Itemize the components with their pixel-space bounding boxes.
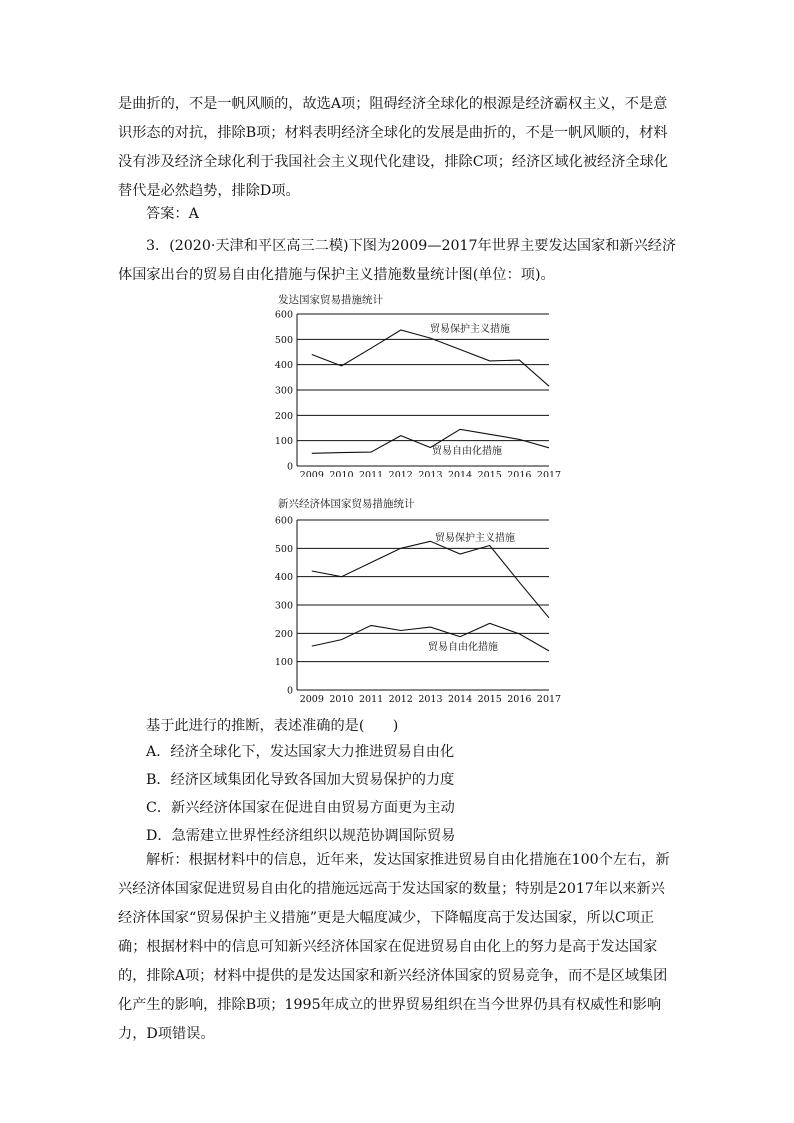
y-tick-label: 0 [286,461,293,473]
series-label: 贸易保护主义措施 [435,533,515,544]
x-tick-label: 2011 [359,470,384,477]
y-tick-label: 300 [274,600,293,612]
series-label: 贸易保护主义措施 [430,324,510,335]
series-label: 贸易自由化措施 [428,642,498,653]
y-tick-label: 600 [274,309,293,321]
y-tick-label: 100 [274,436,293,448]
x-tick-label: 2014 [447,470,473,477]
x-tick-label: 2015 [477,470,502,477]
option-d[interactable]: D．急需建立世界性经济组织以规范协调国际贸易 [146,828,456,844]
x-tick-label: 2012 [388,694,413,705]
x-tick-label: 2014 [447,694,473,705]
chart-title: 发达国家贸易措施统计 [278,294,383,306]
chart-developed-svg [270,292,570,477]
explanation: 解析：根据材料中的信息，近年来，发达国家推进贸易自由化措施在100个左右，新兴经济体国家促进贸易自由化的措施远远高于发达国家的数量；特别是2017年以来新兴经济体国家“贸易保护主义措施”更是大幅度减少，下降幅度高于发达国家，所以C项正确；根据材料中的信息可知新兴经济体国家在促进贸易自由化上的努力是高于发达国家的，排除A项；材料中提供的是发达国家和新兴经济体国家的贸易竞争，而不是区域集团化产生的影响，排除B项；1995年成立的世界贸易组织在当今世界仍具有权威性和影响力，D项错误。 [118,852,670,1042]
option-b[interactable]: B．经济区域集团化导致各国加大贸易保护的力度 [146,772,455,788]
y-tick-label: 0 [286,685,293,697]
paragraph-continuation: 是曲折的，不是一帆风顺的，故选A项；阻碍经济全球化的根源是经济霸权主义，不是意识形态的对抗，排除B项；材料表明经济全球化的发展是曲折的，不是一帆风顺的，材料没有涉及经济全球化利于我国社会主义现代化建设，排除C项；经济区域化被经济全球化替代是必然趋势，排除D项。 [118,96,668,199]
x-tick-label: 2013 [418,694,443,705]
y-tick-label: 600 [274,515,293,527]
x-tick-label: 2016 [507,470,532,477]
x-tick-label: 2010 [329,470,354,477]
y-tick-label: 200 [274,410,293,422]
chart-developed-countries [270,292,570,481]
chart-emerging-economies [270,496,570,710]
x-tick-label: 2016 [507,694,532,705]
chart-title: 新兴经济体国家贸易措施统计 [278,498,415,510]
x-tick-label: 2017 [536,470,562,477]
series-line-protection [312,541,549,618]
y-tick-label: 300 [274,385,293,397]
x-tick-label: 2013 [418,470,443,477]
y-tick-label: 500 [274,334,293,346]
y-tick-label: 400 [274,572,293,584]
series-line-protection [312,330,549,386]
option-c[interactable]: C．新兴经济体国家在促进自由贸易方面更为主动 [146,800,455,816]
x-tick-label: 2010 [329,694,354,705]
x-tick-label: 2009 [299,694,324,705]
chart-emerging-svg [270,496,570,706]
series-line-liberalization [312,429,549,453]
option-a[interactable]: A．经济全球化下，发达国家大力推进贸易自由化 [146,744,455,760]
x-tick-label: 2017 [536,694,562,705]
x-tick-label: 2012 [388,470,413,477]
x-tick-label: 2015 [477,694,502,705]
answer-line: 答案：A [146,206,199,222]
series-label: 贸易自由化措施 [432,446,502,457]
y-tick-label: 500 [274,543,293,555]
y-tick-label: 100 [274,657,293,669]
y-tick-label: 400 [274,360,293,372]
question-3: 3．(2020·天津和平区高三二模)下图为2009—2017年世界主要发达国家和新兴经济体国家出台的贸易自由化措施与保护主义措施数量统计图(单位：项)。 [118,238,677,283]
x-tick-label: 2011 [359,694,384,705]
x-tick-label: 2009 [299,470,324,477]
question-stem: 基于此进行的推断，表述准确的是( ) [146,718,399,734]
y-tick-label: 200 [274,628,293,640]
